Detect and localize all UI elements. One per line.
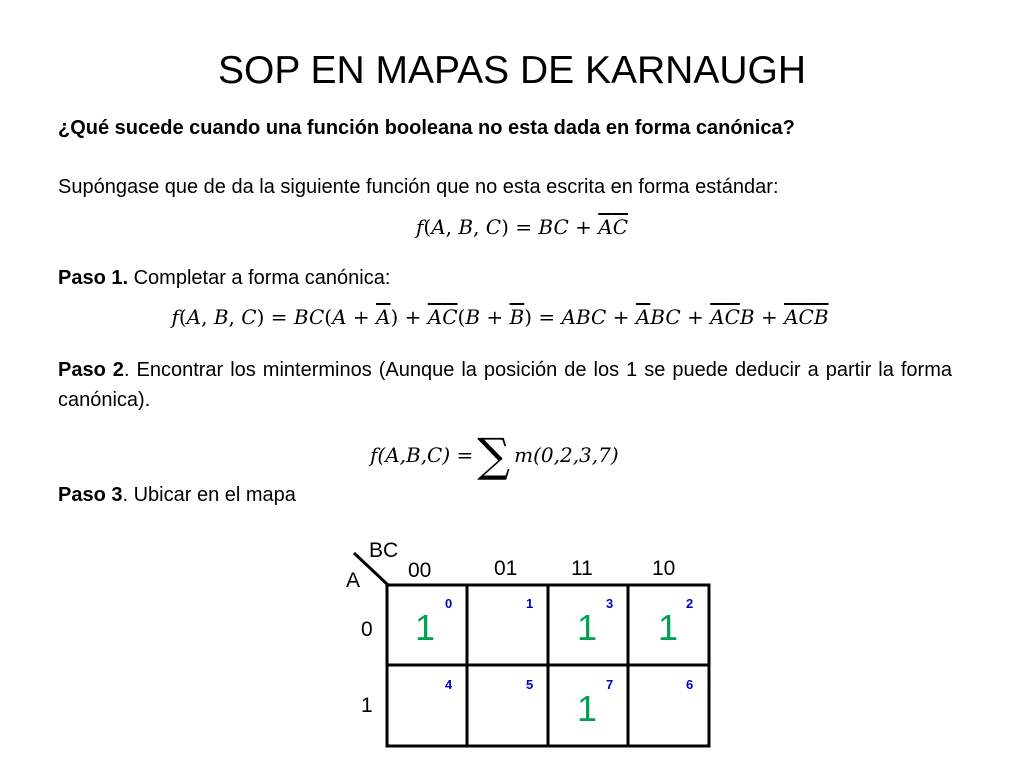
kmap-row-header: 1 bbox=[361, 694, 373, 717]
kmap-cell-index: 5 bbox=[526, 677, 534, 692]
kmap-cell-value: 1 bbox=[658, 607, 679, 648]
kmap-cell-index: 7 bbox=[606, 677, 614, 692]
minterm-lhs: f(A,B,C) = bbox=[370, 443, 474, 467]
kmap-cell-value: 1 bbox=[415, 607, 436, 648]
step-3-text: . Ubicar en el mapa bbox=[122, 484, 296, 506]
kmap-corner-a: A bbox=[346, 569, 361, 592]
kmap-cell-index: 0 bbox=[445, 596, 453, 611]
kmap-cell-index: 3 bbox=[606, 596, 614, 611]
step-2-text: . Encontrar los minterminos (Aunque la posición de los 1 se puede deducir a partir la forma canónica). bbox=[58, 359, 952, 411]
question-text: ¿Qué sucede cuando una función booleana no esta dada en forma canónica? bbox=[58, 117, 795, 139]
step-2-label: Paso 2 bbox=[58, 359, 124, 381]
step-3-label: Paso 3 bbox=[58, 484, 123, 506]
step-1-label: Paso 1. bbox=[58, 267, 129, 289]
kmap-cell-index: 6 bbox=[686, 677, 694, 692]
equation-original: f(A, B, C) = BC + $\overline{A}\overline{C}$ bbox=[415, 215, 629, 239]
kmap-cell-value: 1 bbox=[577, 688, 598, 729]
kmap-corner-bc: BC bbox=[369, 539, 399, 562]
equation-canonical: f(A, B, $C) = BC(A + \overline{A}) + \overline{A}\overline{C}(B + \overline{B})$ = ABC + $\overline{A}BC + \overline{A}\overline{C}B + \overline{A}\overline{C}\overline{B}$ bbox=[171, 305, 829, 329]
slide-title: SOP EN MAPAS DE KARNAUGH bbox=[217, 49, 807, 92]
kmap-cell-index: 4 bbox=[445, 677, 453, 692]
kmap-col-header: 11 bbox=[571, 557, 593, 580]
kmap-col-header: 10 bbox=[652, 557, 676, 580]
step-1-text: Completar a forma canónica: bbox=[128, 267, 391, 289]
kmap-col-header: 01 bbox=[494, 557, 518, 580]
minterm-rhs: m(0,2,3,7) bbox=[514, 443, 619, 467]
kmap-row-header: 0 bbox=[361, 618, 373, 641]
kmap-cell-value: 1 bbox=[577, 607, 598, 648]
intro-text: Supóngase que de da la siguiente función que no esta escrita en forma estándar: bbox=[58, 176, 779, 198]
kmap-cell-index: 1 bbox=[526, 596, 534, 611]
sigma-symbol: ∑ bbox=[477, 428, 511, 482]
kmap-cell-index: 2 bbox=[686, 596, 694, 611]
kmap-col-header: 00 bbox=[408, 559, 432, 582]
